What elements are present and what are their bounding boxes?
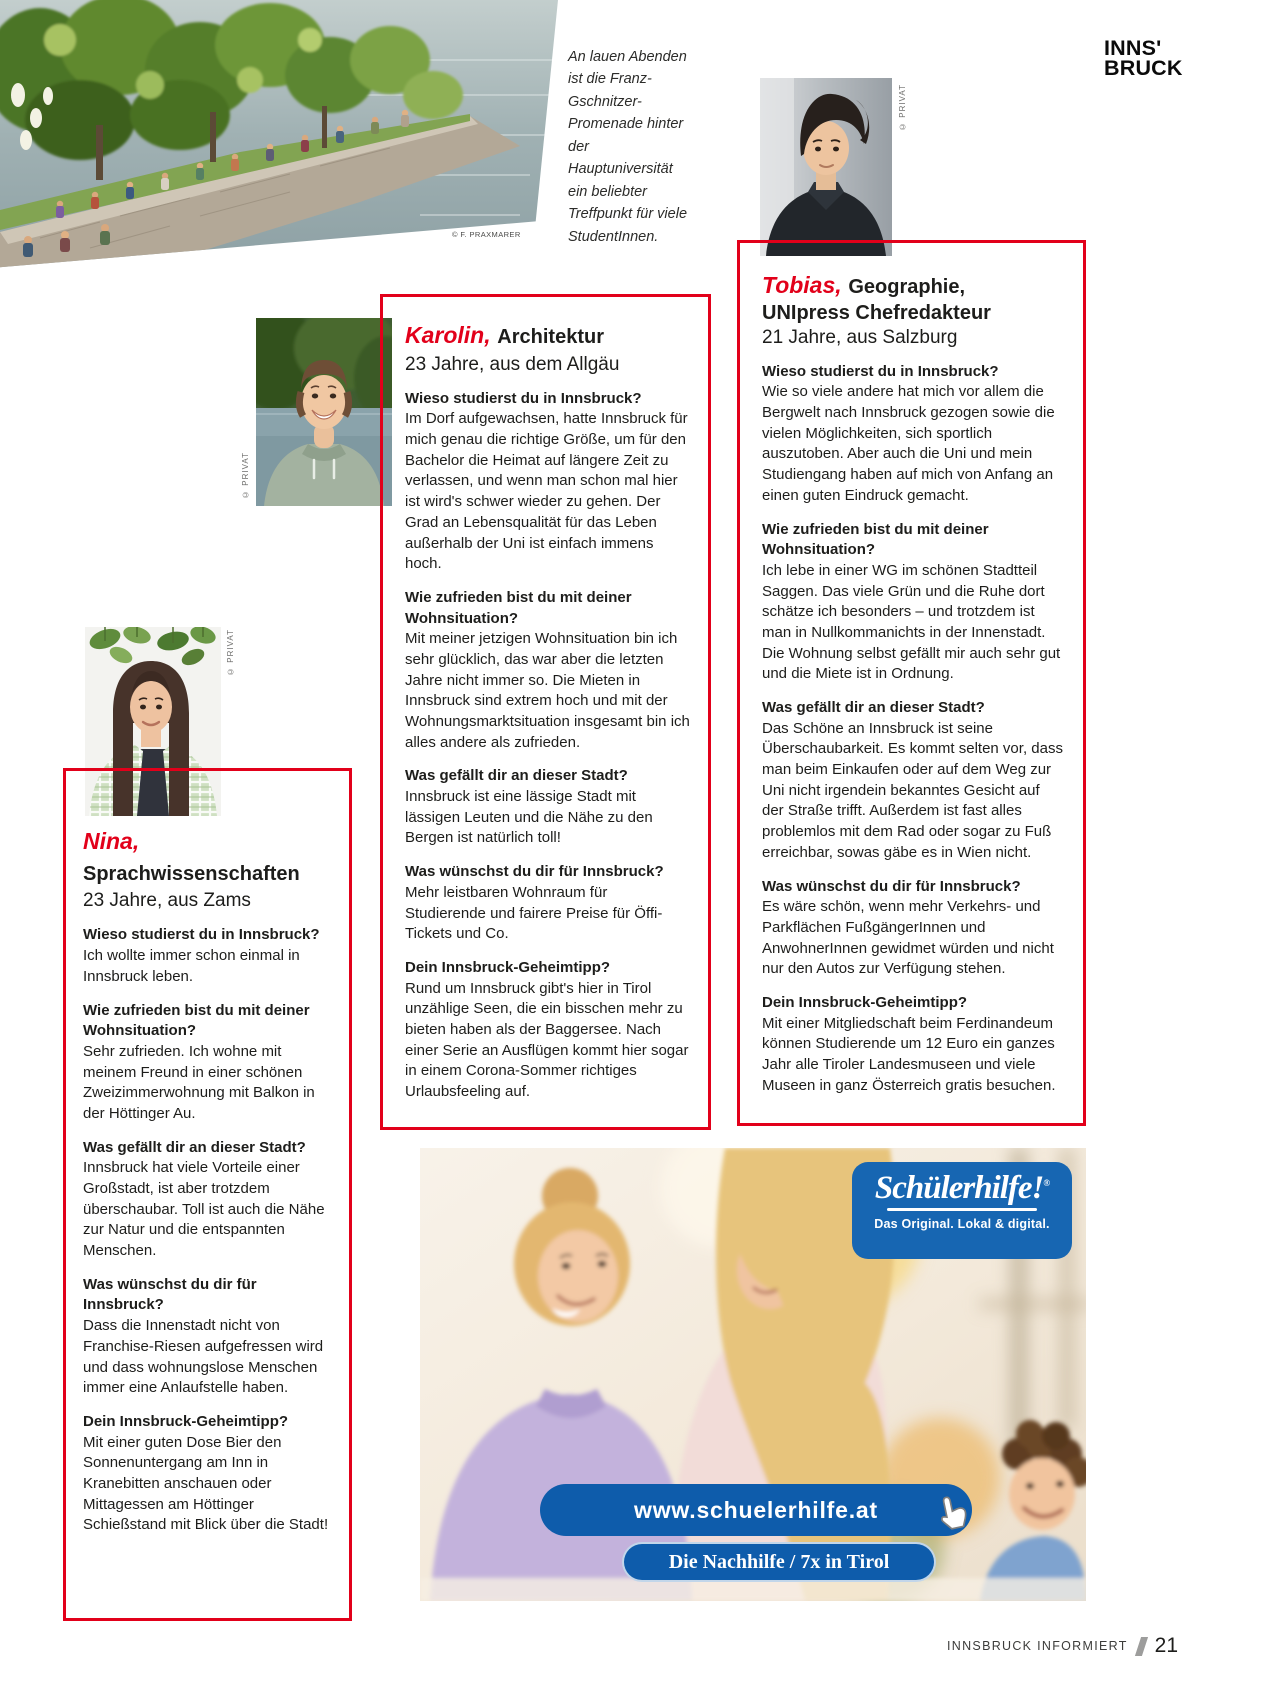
footer-slash-divider <box>1135 1637 1148 1656</box>
tobias-role: UNIpress Chefredakteur <box>762 301 991 324</box>
answer: Sehr zufrieden. Ich wohne mit meinem Freund in einer schönen Zweizimmerwohnung mit Balkon in der Höttinger Au. <box>83 1042 315 1122</box>
qa-block <box>83 1138 335 1262</box>
ad-url-button[interactable]: www.schuelerhilfe.at <box>540 1484 972 1536</box>
karolin-photo-credit: © PRIVAT <box>241 452 250 499</box>
question: Dein Innsbruck-Geheimtipp? <box>405 958 611 976</box>
nina-heading <box>83 827 335 888</box>
nina-study: Sprachwissenschaften <box>83 862 300 885</box>
ad-tagline: Das Original. Lokal & digital. <box>874 1216 1050 1231</box>
qa-block <box>405 958 690 1103</box>
karolin-meta: 23 Jahre, aus dem Allgäu <box>405 353 620 375</box>
nina-meta: 23 Jahre, aus Zams <box>83 890 251 912</box>
question: Was wünschst du dir für Innsbruck? <box>762 877 1021 895</box>
qa-block <box>83 1001 335 1125</box>
logo-line-2: BRUCK <box>1104 55 1183 80</box>
question: Was gefällt dir an dieser Stadt? <box>83 1138 306 1156</box>
answer: Mit einer Mitgliedschaft beim Ferdinandeum können Studierende um 12 Euro ein ganzes Jahr alle Tiroler Landesmuseen und viele Museen in ganz Österreich gratis besuchen. <box>762 1014 1056 1094</box>
karolin-heading <box>405 321 690 352</box>
innsbruck-logo <box>1104 38 1183 78</box>
question: Wie zufrieden bist du mit deiner Wohnsituation? <box>83 1001 310 1040</box>
answer: Ich lebe in einer WG im schönen Stadtteil Saggen. Das viele Grün und die Ruhe dort schätze ich besonders – und trotzdem ist man in Nullkommanichts in der Innenstadt. Die Wohnung selbst gefällt mir auch sehr gut und die Miete ist in Ordnung. <box>762 561 1061 683</box>
karolin-portrait-photo <box>256 318 392 506</box>
answer: Innsbruck ist eine lässige Stadt mit lässigen Leuten und die Nähe zu den Bergen ist natürlich toll! <box>405 788 653 847</box>
answer: Rund um Innsbruck gibt's hier in Tirol unzählige Seen, die ein bisschen mehr zu bieten haben als der Baggersee. Nach einer Serie an Ausflügen kommt hier sogar in einem Corona-Sommer richtiges Urlaubsfeeling auf. <box>405 979 689 1101</box>
nina-name: Nina, <box>83 828 140 854</box>
schuelerhilfe-logo-box <box>852 1162 1072 1259</box>
qa-block <box>83 925 335 987</box>
question: Was wünschst du dir für Innsbruck? <box>83 1275 257 1314</box>
tobias-photo-credit: © PRIVAT <box>898 84 907 131</box>
question: Wie zufrieden bist du mit deiner Wohnsituation? <box>405 588 632 627</box>
brand-wordmark: Schülerhilfe! <box>874 1170 1044 1206</box>
question: Wieso studierst du in Innsbruck? <box>83 926 320 944</box>
schuelerhilfe-logo <box>852 1172 1072 1205</box>
answer: Das Schöne an Innsbruck ist seine Überschaubarkeit. Es kommt selten vor, dass man beim Einkaufen oder auf dem Weg zur Uni nicht irgendein bekanntes Gesicht auf der Straße trifft. Außerdem ist fast alles problemlos mit dem Rad oder sogar zu Fuß erreichbar, sowas gäbe es in Wien nicht. <box>762 719 1063 861</box>
answer: Mehr leistbaren Wohnraum für Studierende und fairere Preise für Öffi-Tickets und Co. <box>405 883 663 943</box>
answer: Mit einer guten Dose Bier den Sonnenuntergang am Inn in Kranebitten anschauen oder Mittagessen am Höttinger Schießstand mit Blick über die Stadt! <box>83 1433 329 1534</box>
schuelerhilfe-ad <box>420 1148 1086 1601</box>
hero-photo-caption: An lauen Abenden ist die Franz-Gschnitzer-Promenade hinter der Hauptuniversität ein beliebter Treffpunkt für viele StudentInnen. <box>568 49 688 245</box>
tobias-name: Tobias, <box>762 272 842 298</box>
qa-block <box>83 1275 335 1399</box>
question: Was wünschst du dir für Innsbruck? <box>405 863 664 881</box>
question: Was gefällt dir an dieser Stadt? <box>762 699 985 717</box>
magazine-name: INNSBRUCK INFORMIERT <box>947 1639 1128 1653</box>
qa-block <box>83 1412 335 1536</box>
question: Dein Innsbruck-Geheimtipp? <box>762 993 968 1011</box>
interview-box-karolin <box>380 294 711 1130</box>
qa-block <box>762 362 1063 507</box>
qa-block <box>405 766 690 849</box>
answer: Ich wollte immer schon einmal in Innsbruck leben. <box>83 947 300 985</box>
qa-block <box>762 993 1063 1096</box>
answer: Innsbruck hat viele Vorteile einer Großstadt, ist aber trotzdem überschaubar. Toll ist auch die Nähe zur Natur und die entspannten Menschen. <box>83 1159 325 1260</box>
qa-block <box>762 877 1063 980</box>
tobias-study: Geographie, <box>848 276 966 298</box>
tobias-portrait-photo <box>760 78 892 256</box>
question: Wieso studierst du in Innsbruck? <box>405 389 642 407</box>
answer: Mit meiner jetzigen Wohnsituation bin ich sehr glücklich, das war aber die letzten Jahre nicht immer so. Die Mieten in Innsbruck sind extrem hoch und mit der Wohnungsmarktsituation insgesamt bin ich alles andere als zufrieden. <box>405 630 690 751</box>
interview-box-nina <box>63 768 352 1621</box>
ad-slogan-pill: Die Nachhilfe / 7x in Tirol <box>622 1542 936 1582</box>
page-footer <box>947 1634 1178 1658</box>
nina-photo-credit: © PRIVAT <box>226 629 235 676</box>
page-number: 21 <box>1154 1634 1178 1657</box>
question: Wieso studierst du in Innsbruck? <box>762 362 999 380</box>
hero-photo-credit: © F. PRAXMARER <box>452 230 521 239</box>
registered-mark: ® <box>1043 1178 1050 1188</box>
qa-block <box>405 862 690 945</box>
answer: Es wäre schön, wenn mehr Verkehrs- und Parkflächen FußgängerInnen und AnwohnerInnen gewidmet würden und nicht nur den Autos zur Verfügung stehen. <box>762 898 1054 978</box>
qa-block <box>405 588 690 754</box>
question: Wie zufrieden bist du mit deiner Wohnsituation? <box>762 520 989 559</box>
qa-block <box>762 698 1063 864</box>
karolin-study: Architektur <box>497 326 604 348</box>
answer: Dass die Innenstadt nicht von Franchise-Riesen aufgefressen wird und dass wohnungslose Menschen immer eine Anlaufstelle haben. <box>83 1317 324 1397</box>
logo-underline <box>887 1208 1037 1211</box>
answer: Im Dorf aufgewachsen, hatte Innsbruck für mich genau die richtige Größe, um für den Bachelor die Heimat auf längere Zeit zu verlassen, und wenn man schon mal hier ist wird's schwer wieder zu gehen. Der Grad an Lebensqualität für das Leben außerhalb der Uni ist einfach immens hoch. <box>405 410 688 573</box>
answer: Wie so viele andere hat mich vor allem die Bergwelt nach Innsbruck gezogen sowie die vielen Möglichkeiten, sich sportlich auszutoben. Aber auch die Uni und mein Studiengang haben auf mich von Anfang an einen guten Eindruck gemacht. <box>762 383 1055 504</box>
interview-box-tobias <box>737 240 1086 1126</box>
karolin-name: Karolin, <box>405 322 491 348</box>
qa-block <box>405 389 690 575</box>
question: Was gefällt dir an dieser Stadt? <box>405 767 628 785</box>
tobias-meta: 21 Jahre, aus Salzburg <box>762 326 958 348</box>
logo-line-1: INNS' <box>1104 36 1162 60</box>
tobias-heading <box>762 271 1063 302</box>
hand-cursor-icon <box>936 1494 972 1536</box>
qa-block <box>762 520 1063 686</box>
question: Dein Innsbruck-Geheimtipp? <box>83 1412 289 1430</box>
